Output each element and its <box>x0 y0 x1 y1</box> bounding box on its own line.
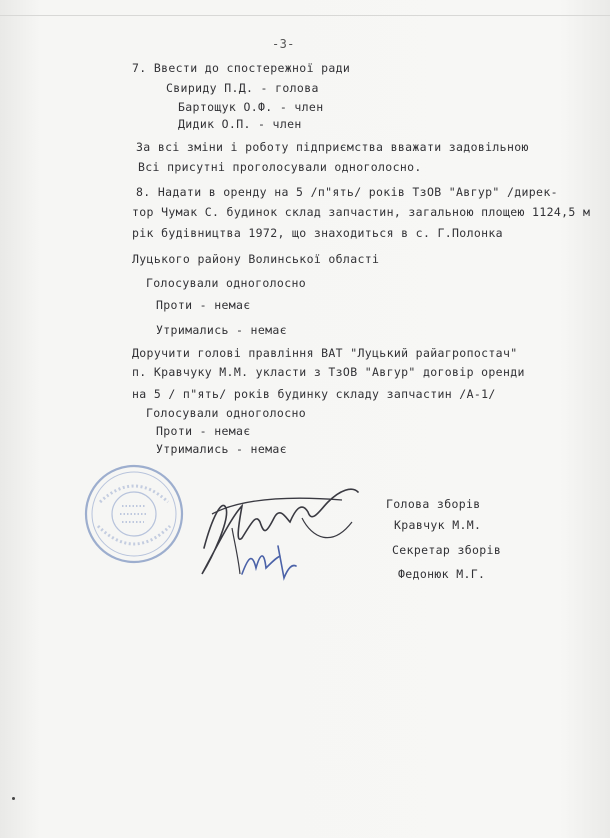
item-8-line-4: Луцького району Волинської області <box>132 252 380 266</box>
instruction-line-2: п. Кравчуку М.М. укласти з ТзОВ "Авгур" договір оренди <box>132 365 525 379</box>
page-number: -3- <box>272 37 295 51</box>
unanimous-vote-note: Всі присутні проголосували одноголосно. <box>138 160 422 174</box>
instruction-line-3: на 5 / п"ять/ років будинку складу запчастин /А-1/ <box>132 387 496 401</box>
page-fold <box>0 15 610 16</box>
vote-against-1: Проти - немає <box>156 298 251 312</box>
paper-speck <box>12 797 15 800</box>
instruction-line-1: Доручити голові правління ВАТ "Луцький райагропостач" <box>132 346 518 360</box>
round-seal-stamp <box>82 462 186 566</box>
vote-unanimous-1: Голосували одноголосно <box>146 276 307 290</box>
vote-against-2: Проти - немає <box>156 424 251 438</box>
vote-abstain-1: Утримались - немає <box>156 323 287 337</box>
item-7-heading: 7. Ввести до спостережної ради <box>132 61 351 75</box>
changes-approval: За всі зміни і роботу підприємства вважати задовільною <box>136 140 529 154</box>
board-member-3: Дидик О.П. - член <box>178 117 302 131</box>
chair-name: Кравчук М.М. <box>394 518 482 532</box>
secretary-title: Секретар зборів <box>392 543 502 557</box>
board-member-2: Бартощук О.Ф. - член <box>178 100 324 114</box>
item-8-line-2: тор Чумак С. будинок склад запчастин, загальною площею 1124,5 м <box>132 205 591 219</box>
secretary-name: Федонюк М.Г. <box>398 567 486 581</box>
vote-abstain-2: Утримались - немає <box>156 442 287 456</box>
secretary-signature <box>238 538 298 584</box>
chair-title: Голова зборів <box>386 497 481 511</box>
board-member-1: Свириду П.Д. - голова <box>166 81 319 95</box>
item-8-line-1: 8. Надати в оренду на 5 /п"ять/ років ТзОВ "Авгур" /дирек- <box>136 185 558 199</box>
item-8-line-3: рік будівництва 1972, що знаходиться в с. Г.Полонка <box>132 226 503 240</box>
vote-unanimous-2: Голосували одноголосно <box>146 406 307 420</box>
